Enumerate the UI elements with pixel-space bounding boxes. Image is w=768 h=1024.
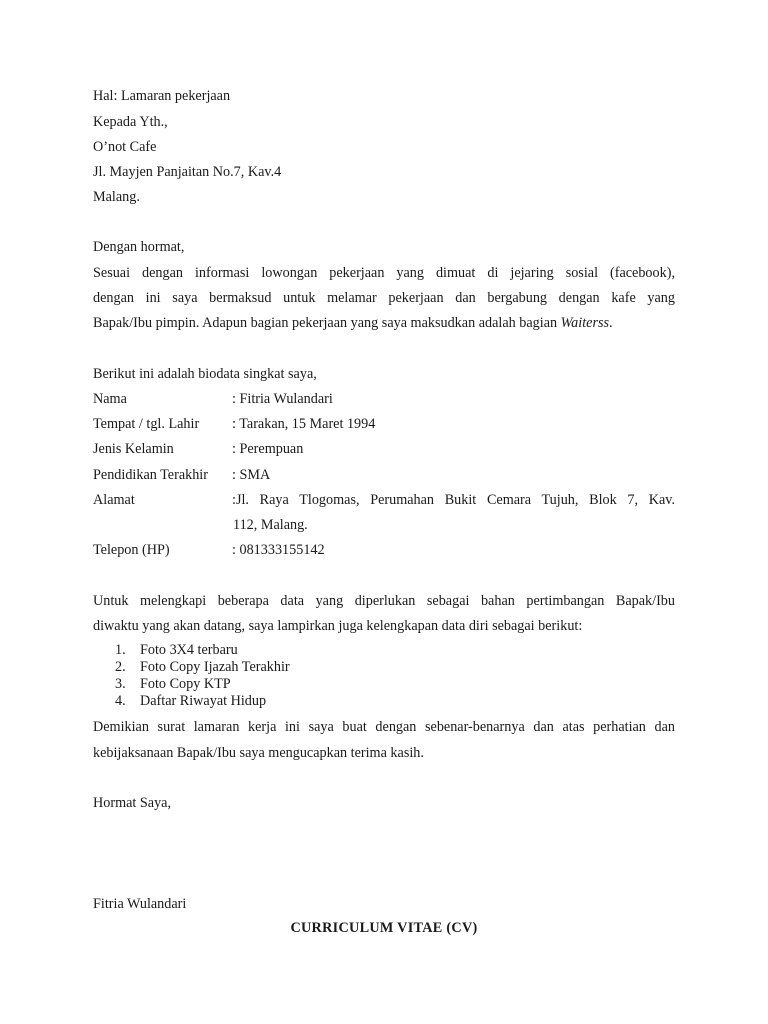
opening-line-2: dengan ini saya bermaksud untuk melamar pekerjaan dan bergabung dengan kafe yang: [93, 290, 675, 306]
opening-line-3: [93, 314, 613, 332]
opening-line-3-end: .: [609, 315, 613, 331]
attachment-item: Daftar Riwayat Hidup: [140, 693, 267, 709]
attachments-line-2: diwaktu yang akan datang, saya lampirkan juga kelengkapan data diri sebagai berikut:: [93, 618, 583, 634]
biodata-label-address: Alamat: [93, 492, 135, 508]
biodata-label-education: Pendidikan Terakhir: [93, 467, 208, 483]
biodata-value-address-cont: 112, Malang.: [233, 517, 308, 533]
biodata-intro: Berikut ini adalah biodata singkat saya,: [93, 366, 317, 382]
attachment-num: 3.: [115, 676, 126, 692]
recipient-address: Jl. Mayjen Panjaitan No.7, Kav.4: [93, 164, 282, 180]
recipient-city: Malang.: [93, 189, 140, 205]
recipient-company: O’not Cafe: [93, 139, 157, 155]
closing-line-2: kebijaksanaan Bapak/Ibu saya mengucapkan terima kasih.: [93, 745, 424, 761]
attachment-num: 4.: [115, 693, 126, 709]
attachment-item: Foto Copy Ijazah Terakhir: [140, 659, 290, 675]
biodata-label-gender: Jenis Kelamin: [93, 441, 174, 457]
biodata-label-birth: Tempat / tgl. Lahir: [93, 416, 200, 432]
attachment-item: Foto Copy KTP: [140, 676, 231, 692]
attachment-num: 2.: [115, 659, 126, 675]
position-name: Waiterss: [560, 315, 610, 331]
biodata-value-address: :Jl. Raya Tlogomas, Perumahan Bukit Cemara Tujuh, Blok 7, Kav.: [232, 492, 675, 508]
attachment-num: 1.: [115, 642, 126, 658]
biodata-value-name: : Fitria Wulandari: [232, 391, 333, 407]
greeting: Dengan hormat,: [93, 239, 185, 255]
recipient-to: Kepada Yth.,: [93, 114, 168, 130]
closing-regards: Hormat Saya,: [93, 795, 172, 811]
biodata-value-education: : SMA: [232, 467, 271, 483]
closing-line-1: Demikian surat lamaran kerja ini saya buat dengan sebenar-benarnya dan atas perhatian dan: [93, 719, 675, 735]
opening-line-1: Sesuai dengan informasi lowongan pekerjaan yang dimuat di jejaring sosial (facebook),: [93, 265, 675, 281]
signature-name: Fitria Wulandari: [93, 896, 187, 912]
biodata-value-phone: : 081333155142: [232, 542, 325, 558]
opening-line-3-text: Bapak/Ibu pimpin. Adapun bagian pekerjaan yang saya maksudkan adalah bagian: [93, 315, 561, 331]
attachment-item: Foto 3X4 terbaru: [140, 642, 238, 658]
biodata-label-name: Nama: [93, 391, 127, 407]
biodata-value-gender: : Perempuan: [232, 441, 304, 457]
subject-line: Hal: Lamaran pekerjaan: [93, 88, 231, 104]
attachments-line-1: Untuk melengkapi beberapa data yang diperlukan sebagai bahan pertimbangan Bapak/Ibu: [93, 593, 675, 609]
biodata-label-phone: Telepon (HP): [93, 542, 170, 558]
cv-title: CURRICULUM VITAE (CV): [290, 920, 478, 936]
biodata-value-birth: : Tarakan, 15 Maret 1994: [232, 416, 376, 432]
